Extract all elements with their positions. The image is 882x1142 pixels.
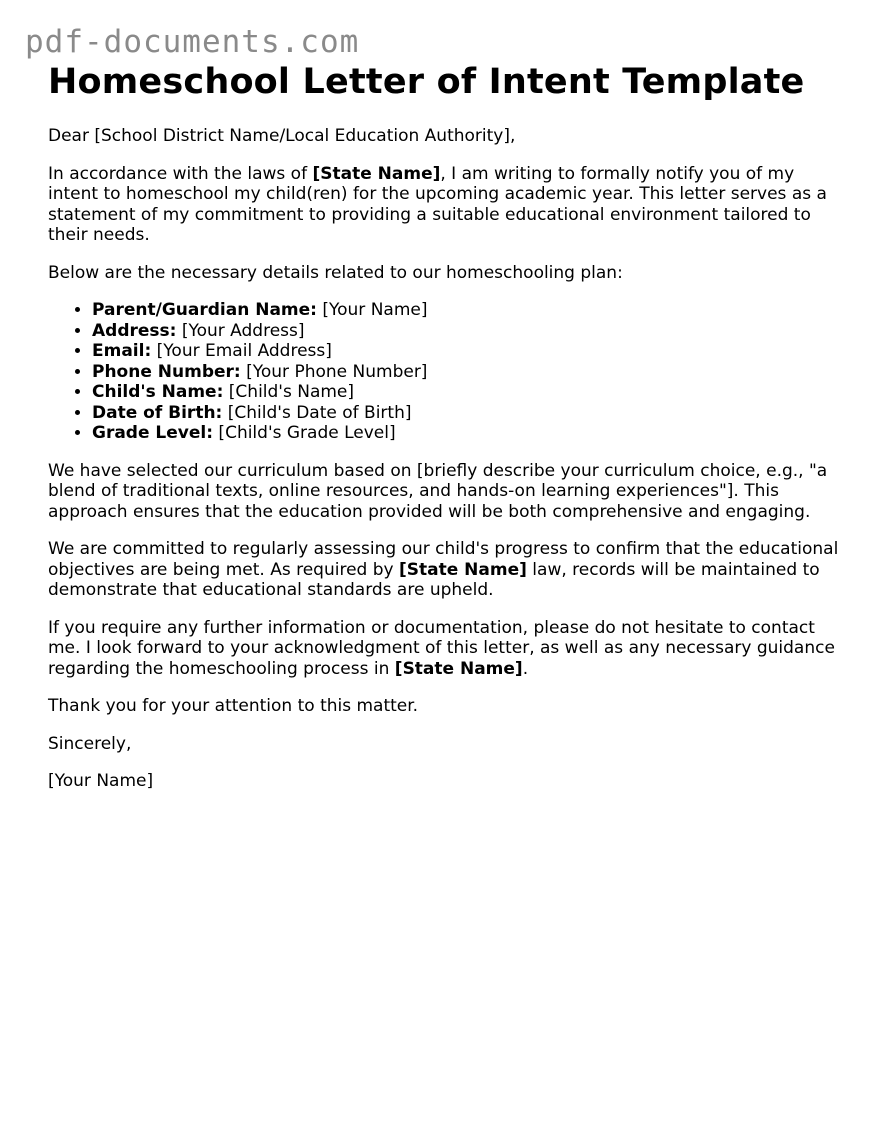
- contact-paragraph: [48, 618, 848, 680]
- state-name-placeholder: [State Name]: [399, 559, 527, 580]
- closing-line: Sincerely,: [48, 733, 132, 754]
- assessment-text-end: law, records will be maintained to demonstrate that educational standards are upheld.: [48, 559, 820, 600]
- thanks-line: Thank you for your attention to this matter.: [48, 696, 419, 716]
- curriculum-paragraph: We have selected our curriculum based on [briefly describe your curriculum choice, e.g., "a blend of traditional texts, online resources, and hands-on learning experiences"]. This approach ensures that the education provided will be both comprehensive and engaging.: [48, 460, 828, 522]
- detail-value: [Your Address]: [176, 320, 305, 341]
- detail-label: Email:: [92, 341, 152, 361]
- contact-text-end: .: [522, 658, 529, 679]
- detail-value: [Your Name]: [316, 300, 428, 320]
- detail-value: [Child's Name]: [223, 382, 355, 402]
- letter-page: [48, 62, 848, 809]
- detail-value: [Child's Date of Birth]: [222, 402, 412, 423]
- list-item-child-name: [92, 382, 848, 403]
- details-intro: Below are the necessary details related to our homeschooling plan:: [48, 262, 623, 283]
- detail-label: Grade Level:: [92, 423, 214, 443]
- watermark-text: pdf-documents.com: [25, 24, 360, 60]
- page-title: Homeschool Letter of Intent Template: [48, 62, 805, 102]
- detail-label: Parent/Guardian Name:: [92, 300, 317, 320]
- detail-label: Child's Name:: [92, 382, 224, 402]
- state-name-placeholder: [State Name]: [394, 658, 523, 679]
- list-item-phone: [92, 362, 848, 383]
- detail-value: [Child's Grade Level]: [213, 423, 396, 443]
- detail-value: [Your Phone Number]: [240, 361, 428, 382]
- detail-label: Address:: [92, 320, 177, 341]
- list-item-date-of-birth: [92, 403, 848, 424]
- detail-value: [Your Email Address]: [151, 341, 332, 361]
- assessment-paragraph: [48, 539, 848, 601]
- intro-text-end: , I am writing to formally notify you of my intent to homeschool my child(ren) for the upcoming academic year. This letter serves as a statement of my commitment to providing a suitable educational environment tailored to their needs.: [48, 163, 827, 245]
- list-item-parent-name: [92, 300, 848, 321]
- detail-label: Date of Birth:: [92, 402, 223, 423]
- list-item-grade-level: [92, 423, 848, 444]
- assessment-text-start: We are committed to regularly assessing our child's progress to confirm that the educational objectives are being met. As required by: [48, 539, 839, 580]
- signature-line: [Your Name]: [48, 771, 154, 791]
- list-item-email: [92, 341, 848, 362]
- intro-paragraph: [48, 164, 848, 246]
- intro-text-start: In accordance with the laws of: [48, 163, 313, 184]
- salutation: Dear [School District Name/Local Education Authority],: [48, 126, 516, 146]
- details-list: [48, 300, 848, 444]
- contact-text-start: If you require any further information or documentation, please do not hesitate to contact me. I look forward to your acknowledgment of this letter, as well as any necessary guidance regarding the homeschooling process in: [48, 617, 835, 679]
- list-item-address: [92, 321, 848, 342]
- detail-label: Phone Number:: [92, 361, 241, 382]
- state-name-placeholder: [State Name]: [312, 163, 441, 184]
